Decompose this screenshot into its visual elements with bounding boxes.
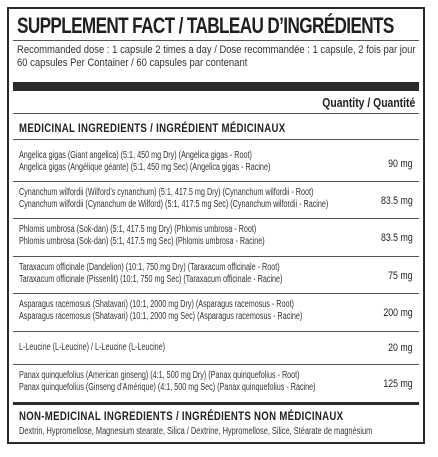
quantity-divider	[13, 113, 419, 114]
ingredient-line-fr: Asparagus racemosus (Shatavari) (10:1, 2000 mg Sec) (Asparagus racemosus - Racine)	[19, 311, 303, 322]
ingredient-line-en: Cynanchum wilfordii (Wilford’s cynanchum) (5:1, 417.5 mg Dry) (Cynanchum wilfordii - Root)	[19, 187, 314, 198]
ingredient-amount: 200 mg	[383, 307, 413, 319]
title-divider	[13, 40, 419, 41]
ingredient-line-fr: Panax quinquefolius (Ginseng d’Amérique) (4:1, 500 mg Sec) (Panax quinquefolius - Racine)	[19, 382, 316, 393]
ingredient-amount: 90 mg	[388, 158, 413, 170]
ingredient-line-en: Panax quinquefolius (American ginseng) (4:1, 500 mg Dry) (Panax quinquefolius - Root)	[19, 370, 300, 381]
ingredient-amount: 83.5 mg	[381, 195, 413, 207]
page-title: SUPPLEMENT FACT / TABLEAU D’INGRÉDIENTS	[17, 13, 394, 38]
non-medicinal-text: Dextrin, Hypromellose, Magnesium stearate, Silica / Dextrine, Hypromellose, Silice, Stéarate de magnésium	[19, 426, 373, 437]
ingredient-line-en: Angelica gigas (Giant angelica) (5:1, 450 mg Dry) (Angelica gigas - Root)	[19, 150, 252, 161]
ingredient-line-en: Taraxacum officinale (Dandelion) (10:1, 750 mg Dry) (Taraxacum officinale - Root)	[19, 262, 280, 273]
ingredient-line-fr: Angelica gigas (Angélique géante) (5:1, 450 mg Sec) (Angelica gigas - Racine)	[19, 162, 271, 173]
supplement-facts-panel	[7, 7, 425, 444]
ingredient-amount: 20 mg	[388, 342, 413, 354]
non-medicinal-header: NON-MEDICINAL INGREDIENTS / INGRÉDIENTS NON MÉDICINAUX	[19, 409, 344, 423]
row-divider	[13, 331, 419, 332]
ingredient-amount: 75 mg	[388, 270, 413, 282]
ingredient-amount: 125 mg	[383, 378, 413, 390]
ingredient-line-en: Phlomis umbrosa (Sok-dan) (5:1, 417.5 mg Dry) (Phlomis umbrosa - Root)	[19, 224, 257, 235]
row-divider	[13, 256, 419, 257]
ingredient-line-fr: Phlomis umbrosa (Sok-dan) (5:1, 417.5 mg Sec) (Phlomis umbrosa - Racine)	[19, 236, 265, 247]
ingredient-line-fr: Cynanchum wilfordii (Cynanchum de Wilford) (5:1, 417.5 mg Sec) (Cynanchum wilfordii - Racine)	[19, 199, 329, 210]
row-divider	[13, 364, 419, 365]
dose-divider	[13, 82, 419, 91]
row-divider	[13, 218, 419, 219]
non-medicinal-divider	[13, 402, 419, 405]
ingredient-line-en: Asparagus racemosus (Shatavari) (10:1, 2000 mg Dry) (Asparagus racemosus - Root)	[19, 299, 294, 310]
medicinal-divider	[13, 139, 419, 140]
row-divider	[13, 293, 419, 294]
medicinal-header: MEDICINAL INGREDIENTS / INGRÉDIENT MÉDICINAUX	[19, 121, 286, 135]
ingredient-line-en: L-Leucine (L-Leucine) / L-Leucine (L-Leucine)	[19, 342, 166, 353]
dose-info	[17, 44, 416, 70]
ingredient-amount: 83.5 mg	[381, 232, 413, 244]
quantity-header: Quantity / Quantité	[321, 95, 415, 110]
dose-line-2: 60 capsules Per Container / 60 capsules par contenant	[17, 57, 248, 69]
row-divider	[13, 181, 419, 182]
dose-line-1: Recommanded dose : 1 capsule 2 times a day / Dose recommandée : 1 capsule, 2 fois par jour	[17, 44, 416, 56]
ingredient-line-fr: Taraxacum officinale (Pissenlit) (10:1, 750 mg Sec) (Taraxacum officinale - Racine)	[19, 274, 283, 285]
